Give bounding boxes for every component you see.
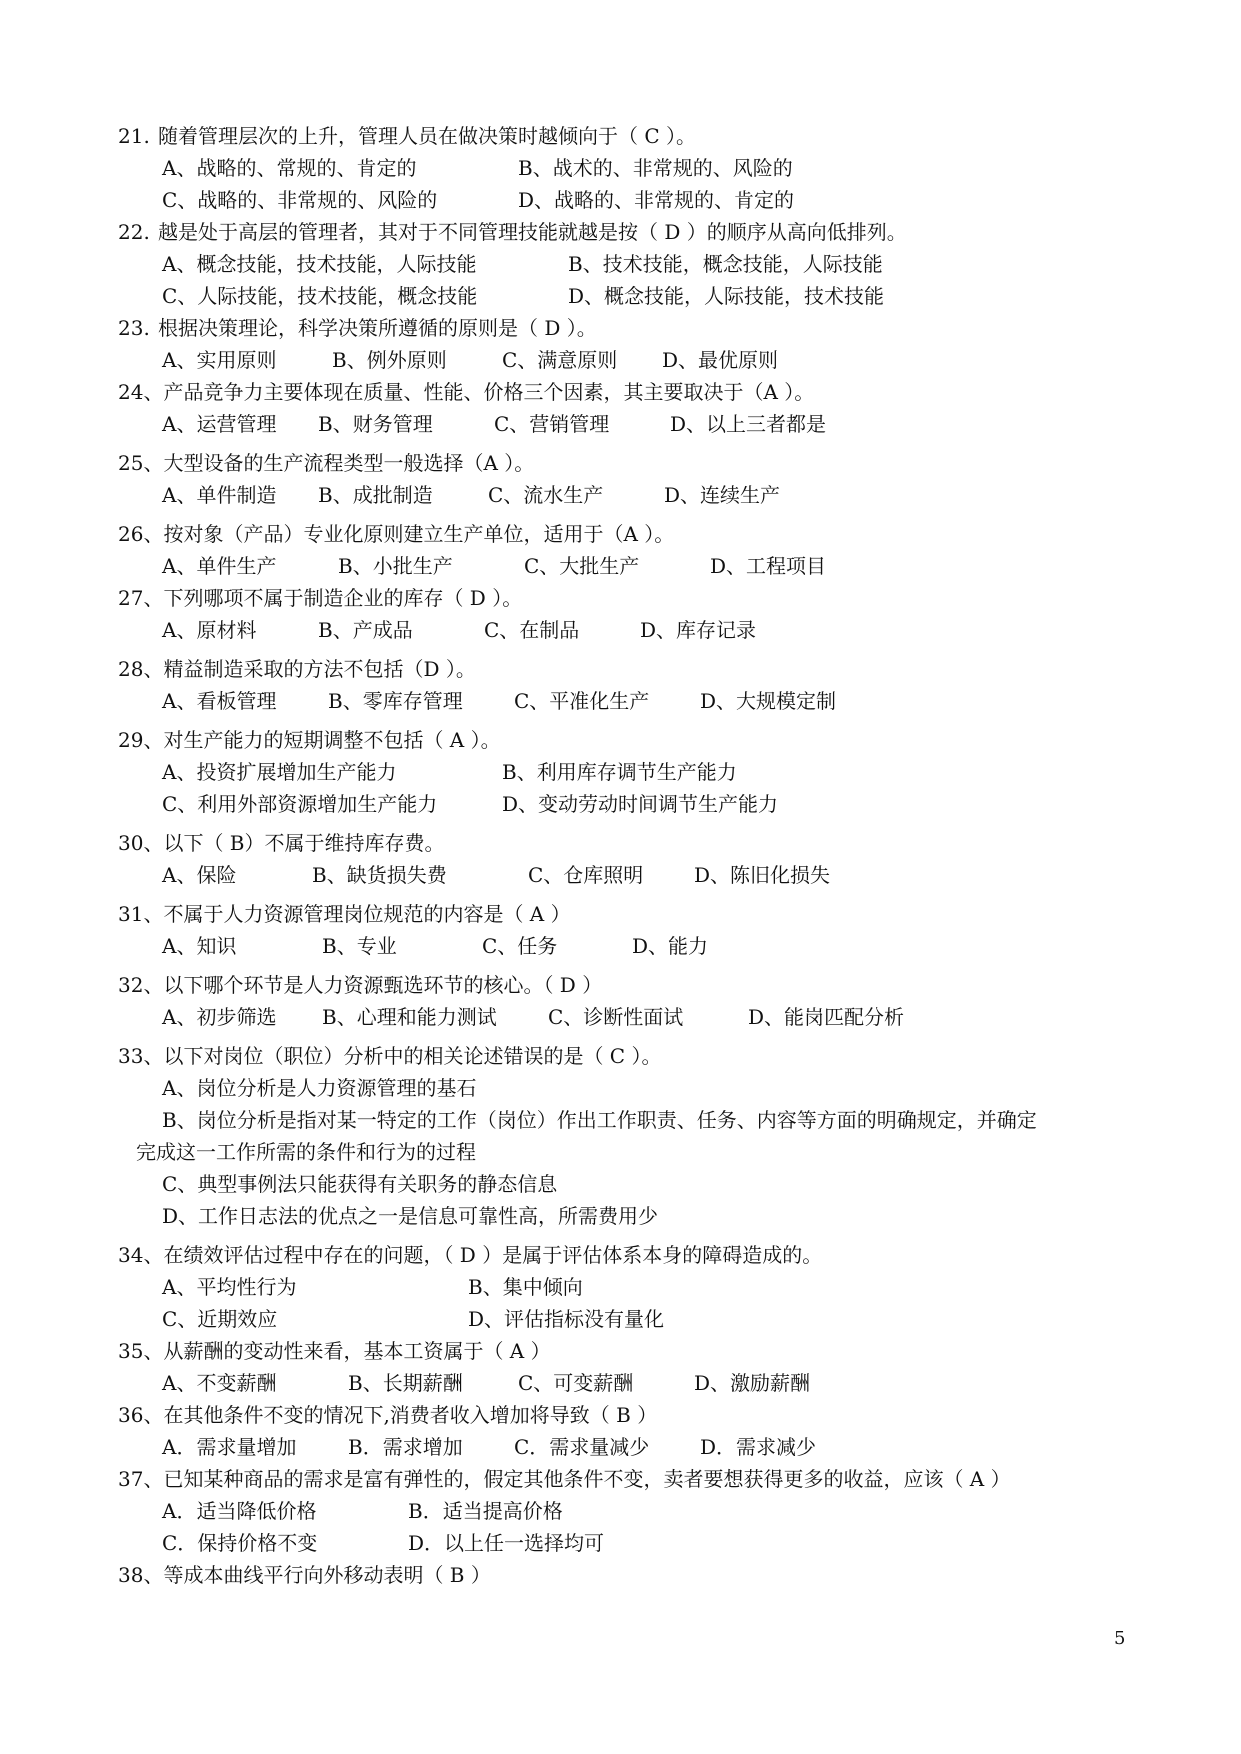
option-a: A、概念技能，技术技能，人际技能: [162, 252, 477, 276]
question-number: 34、: [118, 1243, 164, 1267]
question-text: 以下对岗位（职位）分析中的相关论述错误的是（ C ）。: [163, 1044, 662, 1068]
question-number: 30、: [118, 831, 164, 855]
option-b: B、技术技能，概念技能，人际技能: [568, 252, 883, 276]
question-number: 25、: [118, 451, 164, 475]
options-row: [118, 859, 1128, 891]
option-b: B．需求增加: [348, 1435, 463, 1459]
question-number: 23.: [118, 316, 150, 340]
option-b: B、缺货损失费: [312, 863, 447, 887]
question-list: [118, 120, 1128, 1591]
question-stem: [118, 447, 1128, 479]
question-number: 21.: [118, 124, 150, 148]
question-36: [118, 1399, 1128, 1463]
option-text: D、工作日志法的优点之一是信息可靠性高，所需费用少: [162, 1204, 659, 1228]
option-c: C、利用外部资源增加生产能力: [162, 792, 438, 816]
option-a: A、单件生产: [162, 554, 277, 578]
option-a: A．需求量增加: [162, 1435, 297, 1459]
question-34: [118, 1239, 1128, 1335]
question-stem: [118, 1399, 1128, 1431]
options-row: [118, 1527, 1128, 1559]
question-text: 等成本曲线平行向外移动表明（ B ）: [163, 1563, 491, 1587]
question-35: [118, 1335, 1128, 1399]
question-text: 下列哪项不属于制造企业的库存（ D ）。: [163, 586, 523, 610]
option-line: [118, 1104, 1128, 1136]
question-27: [118, 582, 1128, 646]
question-text: 按对象（产品）专业化原则建立生产单位，适用于（A ）。: [163, 522, 675, 546]
question-stem: [118, 1559, 1128, 1591]
option-c: C、战略的、非常规的、风险的: [162, 188, 438, 212]
option-c: C、大批生产: [524, 554, 640, 578]
question-text: 从薪酬的变动性来看，基本工资属于（ A ）: [163, 1339, 551, 1363]
option-d: D、以上三者都是: [670, 412, 827, 436]
option-c: C、平准化生产: [514, 689, 650, 713]
question-number: 37、: [118, 1467, 164, 1491]
question-number: 27、: [118, 586, 164, 610]
options-row: [118, 184, 1128, 216]
options-row: [118, 344, 1128, 376]
question-stem: [118, 969, 1128, 1001]
question-stem: [118, 120, 1128, 152]
option-b: B、小批生产: [338, 554, 453, 578]
question-number: 32、: [118, 973, 164, 997]
question-number: 33、: [118, 1044, 164, 1068]
option-c: C、任务: [482, 934, 558, 958]
options-row: [118, 1367, 1128, 1399]
question-29: [118, 724, 1128, 820]
question-text: 已知某种商品的需求是富有弹性的，假定其他条件不变，卖者要想获得更多的收益，应该（ A ）: [163, 1467, 1011, 1491]
question-text: 在绩效评估过程中存在的问题，（ D ）是属于评估体系本身的障碍造成的。: [163, 1243, 823, 1267]
option-c: C、人际技能，技术技能，概念技能: [162, 284, 478, 308]
question-number: 26、: [118, 522, 164, 546]
question-number: 22.: [118, 220, 150, 244]
question-37: [118, 1463, 1128, 1559]
option-b: B．适当提高价格: [408, 1499, 563, 1523]
question-text: 对生产能力的短期调整不包括（ A ）。: [163, 728, 501, 752]
option-d: D、工程项目: [710, 554, 827, 578]
option-c: C、诊断性面试: [548, 1005, 684, 1029]
options-row: [118, 930, 1128, 962]
option-b: B、财务管理: [318, 412, 433, 436]
question-number: 38、: [118, 1563, 164, 1587]
question-text: 以下哪个环节是人力资源甄选环节的核心。（ D ）: [163, 973, 603, 997]
options-row: [118, 280, 1128, 312]
question-text: 根据决策理论，科学决策所遵循的原则是（ D ）。: [158, 316, 597, 340]
option-c: C、满意原则: [502, 348, 618, 372]
option-a: A、初步筛选: [162, 1005, 277, 1029]
question-stem: [118, 216, 1128, 248]
question-text: 精益制造采取的方法不包括（D ）。: [163, 657, 476, 681]
option-b: B、例外原则: [332, 348, 447, 372]
page-number: 5: [1114, 1628, 1126, 1649]
question-stem: [118, 312, 1128, 344]
options-row: [118, 1001, 1128, 1033]
option-c: C、近期效应: [162, 1307, 278, 1331]
option-b: B、产成品: [318, 618, 413, 642]
question-21: [118, 120, 1128, 216]
option-text: C、典型事例法只能获得有关职务的静态信息: [162, 1172, 558, 1196]
question-stem: [118, 376, 1128, 408]
option-a: A、保险: [162, 863, 237, 887]
option-line: [118, 1200, 1128, 1232]
question-text: 大型设备的生产流程类型一般选择（A ）。: [163, 451, 535, 475]
options-row: [118, 248, 1128, 280]
option-a: A、看板管理: [162, 689, 277, 713]
option-d: D、最优原则: [662, 348, 779, 372]
option-a: A、实用原则: [162, 348, 277, 372]
options-row: [118, 408, 1128, 440]
option-b: B、专业: [322, 934, 397, 958]
options-row: [118, 152, 1128, 184]
option-d: D、连续生产: [664, 483, 781, 507]
question-number: 36、: [118, 1403, 164, 1427]
question-text: 随着管理层次的上升，管理人员在做决策时越倾向于（ C ）。: [158, 124, 697, 148]
question-38: [118, 1559, 1128, 1591]
option-b: B、长期薪酬: [348, 1371, 463, 1395]
option-d: D、能力: [632, 934, 709, 958]
option-a: A．适当降低价格: [162, 1499, 317, 1523]
option-a: A、单件制造: [162, 483, 277, 507]
question-number: 28、: [118, 657, 164, 681]
option-b: B、集中倾向: [468, 1275, 583, 1299]
option-a: A、投资扩展增加生产能力: [162, 760, 397, 784]
question-stem: [118, 653, 1128, 685]
question-stem: [118, 1463, 1128, 1495]
question-stem: [118, 827, 1128, 859]
option-line: [118, 1168, 1128, 1200]
option-d: D、激励薪酬: [694, 1371, 811, 1395]
options-row: [118, 685, 1128, 717]
question-number: 29、: [118, 728, 164, 752]
question-text: 越是处于高层的管理者，其对于不同管理技能就越是按（ D ）的顺序从高向低排列。: [158, 220, 907, 244]
option-a: A、知识: [162, 934, 237, 958]
question-26: [118, 518, 1128, 582]
options-row: [118, 479, 1128, 511]
option-line: [118, 1072, 1128, 1104]
option-text: A、岗位分析是人力资源管理的基石: [162, 1076, 477, 1100]
question-stem: [118, 724, 1128, 756]
question-33: [118, 1040, 1128, 1232]
options-row: [118, 756, 1128, 788]
option-d: D、陈旧化损失: [694, 863, 831, 887]
option-d: D、大规模定制: [700, 689, 837, 713]
option-d: D、能岗匹配分析: [748, 1005, 905, 1029]
question-30: [118, 827, 1128, 891]
option-b: B、战术的、非常规的、风险的: [518, 156, 793, 180]
question-stem: [118, 582, 1128, 614]
question-32: [118, 969, 1128, 1033]
option-c: C、可变薪酬: [518, 1371, 634, 1395]
question-25: [118, 447, 1128, 511]
option-d: D．以上任一选择均可: [408, 1531, 605, 1555]
option-a: A、不变薪酬: [162, 1371, 277, 1395]
option-b: B、心理和能力测试: [322, 1005, 497, 1029]
option-b-continuation: 完成这一工作所需的条件和行为的过程: [136, 1140, 476, 1164]
option-a: A、战略的、常规的、肯定的: [162, 156, 417, 180]
question-stem: [118, 518, 1128, 550]
question-text: 产品竞争力主要体现在质量、性能、价格三个因素，其主要取决于（A ）。: [163, 380, 815, 404]
option-a: A、平均性行为: [162, 1275, 297, 1299]
question-stem: [118, 1040, 1128, 1072]
question-stem: [118, 1239, 1128, 1271]
option-c: C、仓库照明: [528, 863, 644, 887]
question-number: 31、: [118, 902, 164, 926]
option-c: C、流水生产: [488, 483, 604, 507]
option-b: B、成批制造: [318, 483, 433, 507]
options-row: [118, 1495, 1128, 1527]
question-24: [118, 376, 1128, 440]
options-row: [118, 614, 1128, 646]
option-d: D、概念技能，人际技能，技术技能: [568, 284, 885, 308]
options-row: [118, 1303, 1128, 1335]
option-c: C．需求量减少: [514, 1435, 650, 1459]
option-text: B、岗位分析是指对某一特定的工作（岗位）作出工作职责、任务、内容等方面的明确规定，并确定: [162, 1108, 1037, 1132]
option-line: [118, 1136, 1128, 1168]
question-text: 以下（ B）不属于维持库存费。: [163, 831, 445, 855]
option-d: D、变动劳动时间调节生产能力: [502, 792, 779, 816]
option-c: C．保持价格不变: [162, 1531, 318, 1555]
question-22: [118, 216, 1128, 312]
option-d: D．需求减少: [700, 1435, 817, 1459]
question-number: 24、: [118, 380, 164, 404]
option-c: C、在制品: [484, 618, 580, 642]
question-text: 在其他条件不变的情况下,消费者收入增加将导致（ B ）: [163, 1403, 658, 1427]
question-stem: [118, 898, 1128, 930]
question-23: [118, 312, 1128, 376]
option-b: B、利用库存调节生产能力: [502, 760, 737, 784]
question-stem: [118, 1335, 1128, 1367]
option-d: D、战略的、非常规的、肯定的: [518, 188, 795, 212]
question-31: [118, 898, 1128, 962]
option-d: D、评估指标没有量化: [468, 1307, 665, 1331]
option-d: D、库存记录: [640, 618, 757, 642]
question-28: [118, 653, 1128, 717]
question-number: 35、: [118, 1339, 164, 1363]
options-row: [118, 1271, 1128, 1303]
option-b: B、零库存管理: [328, 689, 463, 713]
option-a: A、原材料: [162, 618, 257, 642]
options-row: [118, 788, 1128, 820]
option-c: C、营销管理: [494, 412, 610, 436]
options-row: [118, 550, 1128, 582]
question-text: 不属于人力资源管理岗位规范的内容是（ A ）: [163, 902, 571, 926]
options-row: [118, 1431, 1128, 1463]
option-a: A、运营管理: [162, 412, 277, 436]
